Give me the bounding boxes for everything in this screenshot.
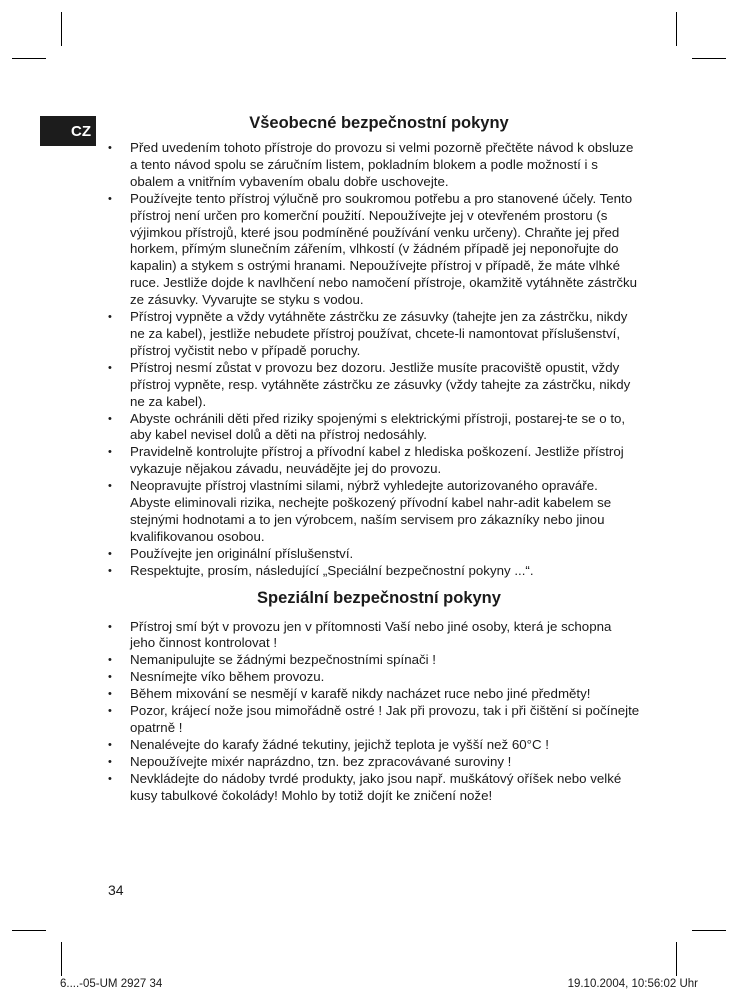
list-item: • Nesnímejte víko během provozu. (108, 669, 640, 686)
list-item: • Pozor, krájecí nože jsou mimořádně ostré ! Jak při provozu, tak i při čištění si počínejte opatrně ! (108, 703, 640, 737)
section-title-special: Speziální bezpečnostní pokyny (257, 588, 501, 607)
footer-timestamp: 19.10.2004, 10:56:02 Uhr (567, 978, 698, 990)
general-safety-list (108, 140, 640, 580)
page-number: 34 (108, 882, 124, 898)
list-item: • Abyste ochránili děti před riziky spojenými s elektrickými přístroji, postarej-te se o to, aby kabel nevisel dolů a děti na přístroj nedosáhly. (108, 411, 640, 445)
crop-mark (676, 12, 677, 46)
crop-mark (12, 58, 46, 59)
list-item: • Nepoužívejte mixér naprázdno, tzn. bez zpracovávané suroviny ! (108, 754, 640, 771)
list-item: • Přístroj vypněte a vždy vytáhněte zástrčku ze zásuvky (tahejte jen za zástrčku, nikdy ne za kabel), jestliže nebudete přístroj používat, chcete-li namontovat příslušenství, přístroj vyčistit nebo v případě poruchy. (108, 309, 640, 360)
list-item: • Přístroj smí být v provozu jen v přítomnosti Vaší nebo jiné osoby, která je schopna jeho činnost kontrolovat ! (108, 619, 640, 653)
section-title-general: Všeobecné bezpečnostní pokyny (249, 114, 509, 132)
list-item: • Respektujte, prosím, následující „Speciální bezpečnostní pokyny ...“. (108, 563, 640, 580)
list-item: • Nenalévejte do karafy žádné tekutiny, jejichž teplota je vyšší než 60°C ! (108, 737, 640, 754)
footer-file-info: 6....-05-UM 2927 34 (60, 978, 163, 990)
list-item: • Před uvedením tohoto přístroje do provozu si velmi pozorně přečtěte návod k obsluze a tento návod spolu se záručním listem, pokladním blokem a podle možností i s obalem a vnitřním vybavením obalu dobře uschovejte. (108, 140, 640, 191)
crop-mark (61, 942, 62, 976)
crop-mark (676, 942, 677, 976)
list-item: • Používejte jen originální příslušenství. (108, 546, 640, 563)
crop-mark (692, 930, 726, 931)
list-item: • Nemanipulujte se žádnými bezpečnostními spínači ! (108, 652, 640, 669)
crop-mark (12, 930, 46, 931)
special-safety-list (108, 619, 640, 805)
language-tab: CZ (40, 116, 96, 146)
list-item: • Neopravujte přístroj vlastními silami, nýbrž vyhledejte autorizovaného opraváře. Abyste eliminovali rizika, nechejte poškozený přívodní kabel nahr-adit kabelem se stejnými hodnotami a to jen výrobcem, naším servisem pro zákazníky nebo jinou kvalifikovanou osobou. (108, 478, 640, 546)
document-body (108, 112, 640, 805)
list-item: • Pravidelně kontrolujte přístroj a přívodní kabel z hlediska poškození. Jestliže přístroj vykazuje nějakou závadu, neuvádějte jej do provozu. (108, 444, 640, 478)
crop-mark (692, 58, 726, 59)
list-item: • Nevkládejte do nádoby tvrdé produkty, jako jsou např. muškátový oříšek nebo velké kusy tabulkové čokolády! Mohlo by totiž dojít ke zničení nože! (108, 771, 640, 805)
list-item: • Během mixování se nesmějí v karafě nikdy nacházet ruce nebo jiné předměty! (108, 686, 640, 703)
crop-mark (61, 12, 62, 46)
list-item: • Používejte tento přístroj výlučně pro soukromou potřebu a pro stanovené účely. Tento přístroj není určen pro komerční použití. Nepoužívejte jej v otevřeném prostoru (s výjimkou přístrojů, které jsou podmíněné používání venku určeny). Chraňte jej před horkem, přímým slunečním zářením, vlhkostí (v žádném případě jej neponořujte do kapalin) a stykem s ostrými hranami. Nepoužívejte přístroj v případě, že máte vlhké ruce. Jestliže dojde k navlhčení nebo namočení přístroje, okamžitě vytáhněte zástrčku ze zásuvky. Vyvarujte se styku s vodou. (108, 191, 640, 309)
list-item: • Přístroj nesmí zůstat v provozu bez dozoru. Jestliže musíte pracoviště opustit, vždy přístroj vypněte, resp. vytáhněte zástrčku ze zásuvky (vždy tahejte za zástrčku, nikdy ne za kabel). (108, 360, 640, 411)
